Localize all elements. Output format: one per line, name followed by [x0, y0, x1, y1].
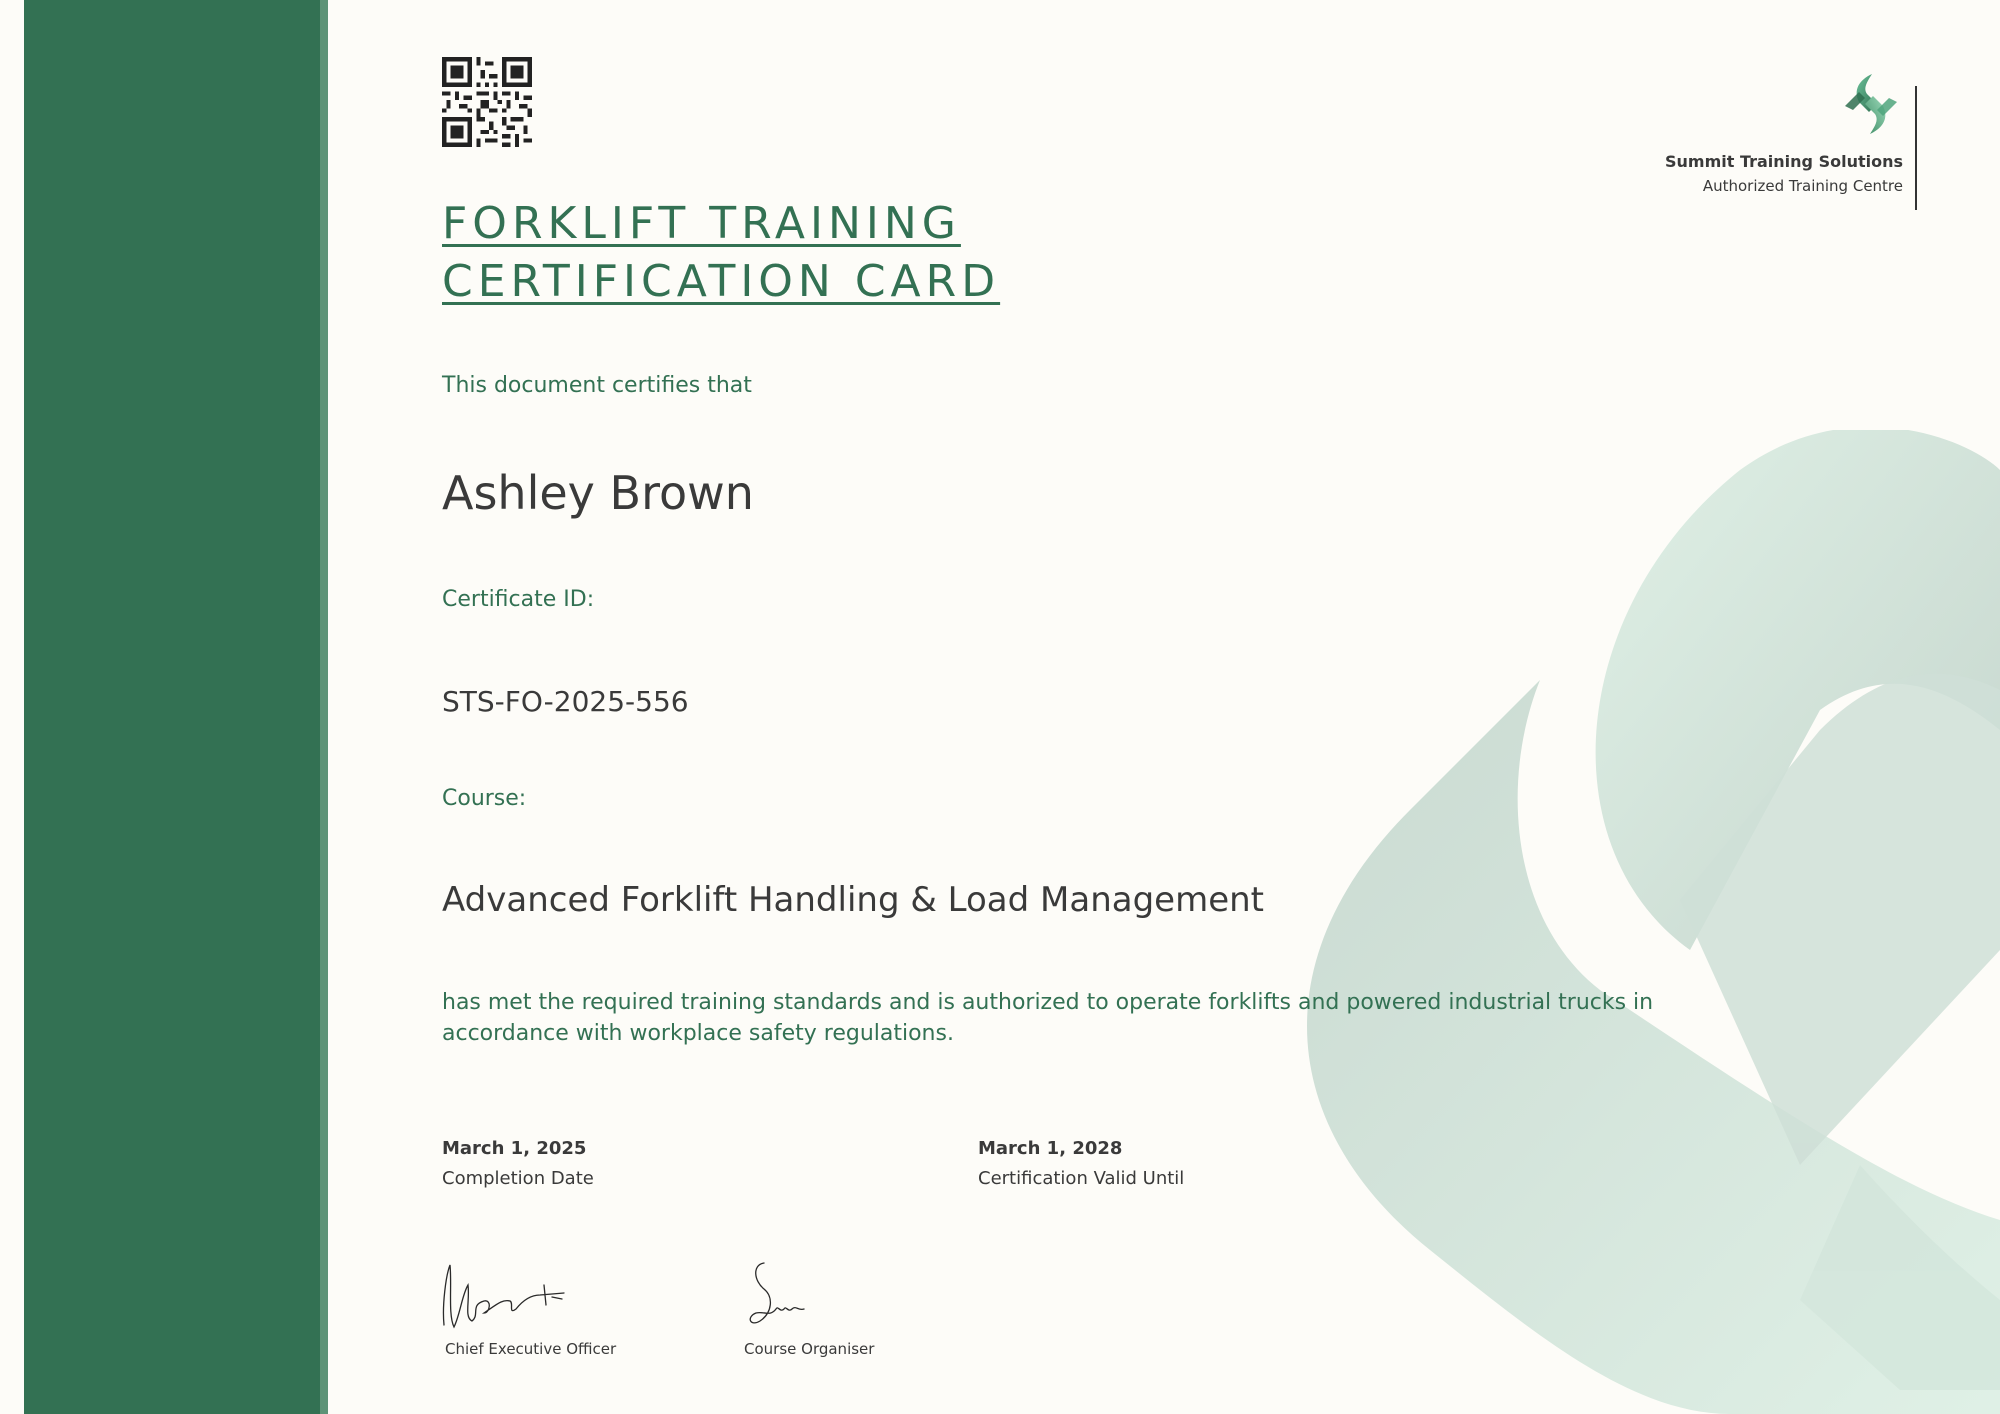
organization-subtitle: Authorized Training Centre — [1702, 177, 1903, 195]
valid-until-value: March 1, 2028 — [978, 1138, 1123, 1159]
valid-until-block — [978, 1138, 1184, 1189]
watermark-logo — [1300, 430, 2000, 1414]
qr-code — [442, 57, 532, 147]
completion-date-block — [442, 1138, 594, 1189]
certificate-id-value: STS-FO-2025-556 — [442, 685, 689, 718]
course-label: Course: — [442, 786, 527, 811]
sidebar-edge — [320, 0, 328, 1414]
title-line-1: FORKLIFT TRAINING — [442, 198, 961, 249]
certificate-id-label: Certificate ID: — [442, 587, 595, 612]
valid-until-label: Certification Valid Until — [978, 1168, 1185, 1189]
organiser-signature — [742, 1255, 812, 1335]
completion-date-value: March 1, 2025 — [442, 1138, 587, 1159]
organization-block — [1665, 72, 1903, 195]
title-line-2: CERTIFICATION CARD — [442, 256, 1001, 307]
certificate-title — [442, 195, 1000, 311]
completion-date-label: Completion Date — [442, 1168, 594, 1189]
ceo-signature — [440, 1255, 570, 1335]
certification-statement: has met the required training standards and is authorized to operate forklifts and powered industrial trucks in accordance with workplace safety regulations. — [442, 990, 1654, 1046]
recipient-name: Ashley Brown — [442, 466, 754, 520]
organization-name: Summit Training Solutions — [1664, 152, 1903, 171]
organiser-title: Course Organiser — [744, 1340, 875, 1358]
certifies-text: This document certifies that — [442, 373, 752, 398]
course-name: Advanced Forklift Handling & Load Management — [442, 880, 1264, 920]
organization-logo-icon — [1839, 72, 1903, 136]
ceo-title: Chief Executive Officer — [445, 1340, 617, 1358]
sidebar-band — [24, 0, 320, 1414]
organization-divider — [1915, 86, 1917, 210]
